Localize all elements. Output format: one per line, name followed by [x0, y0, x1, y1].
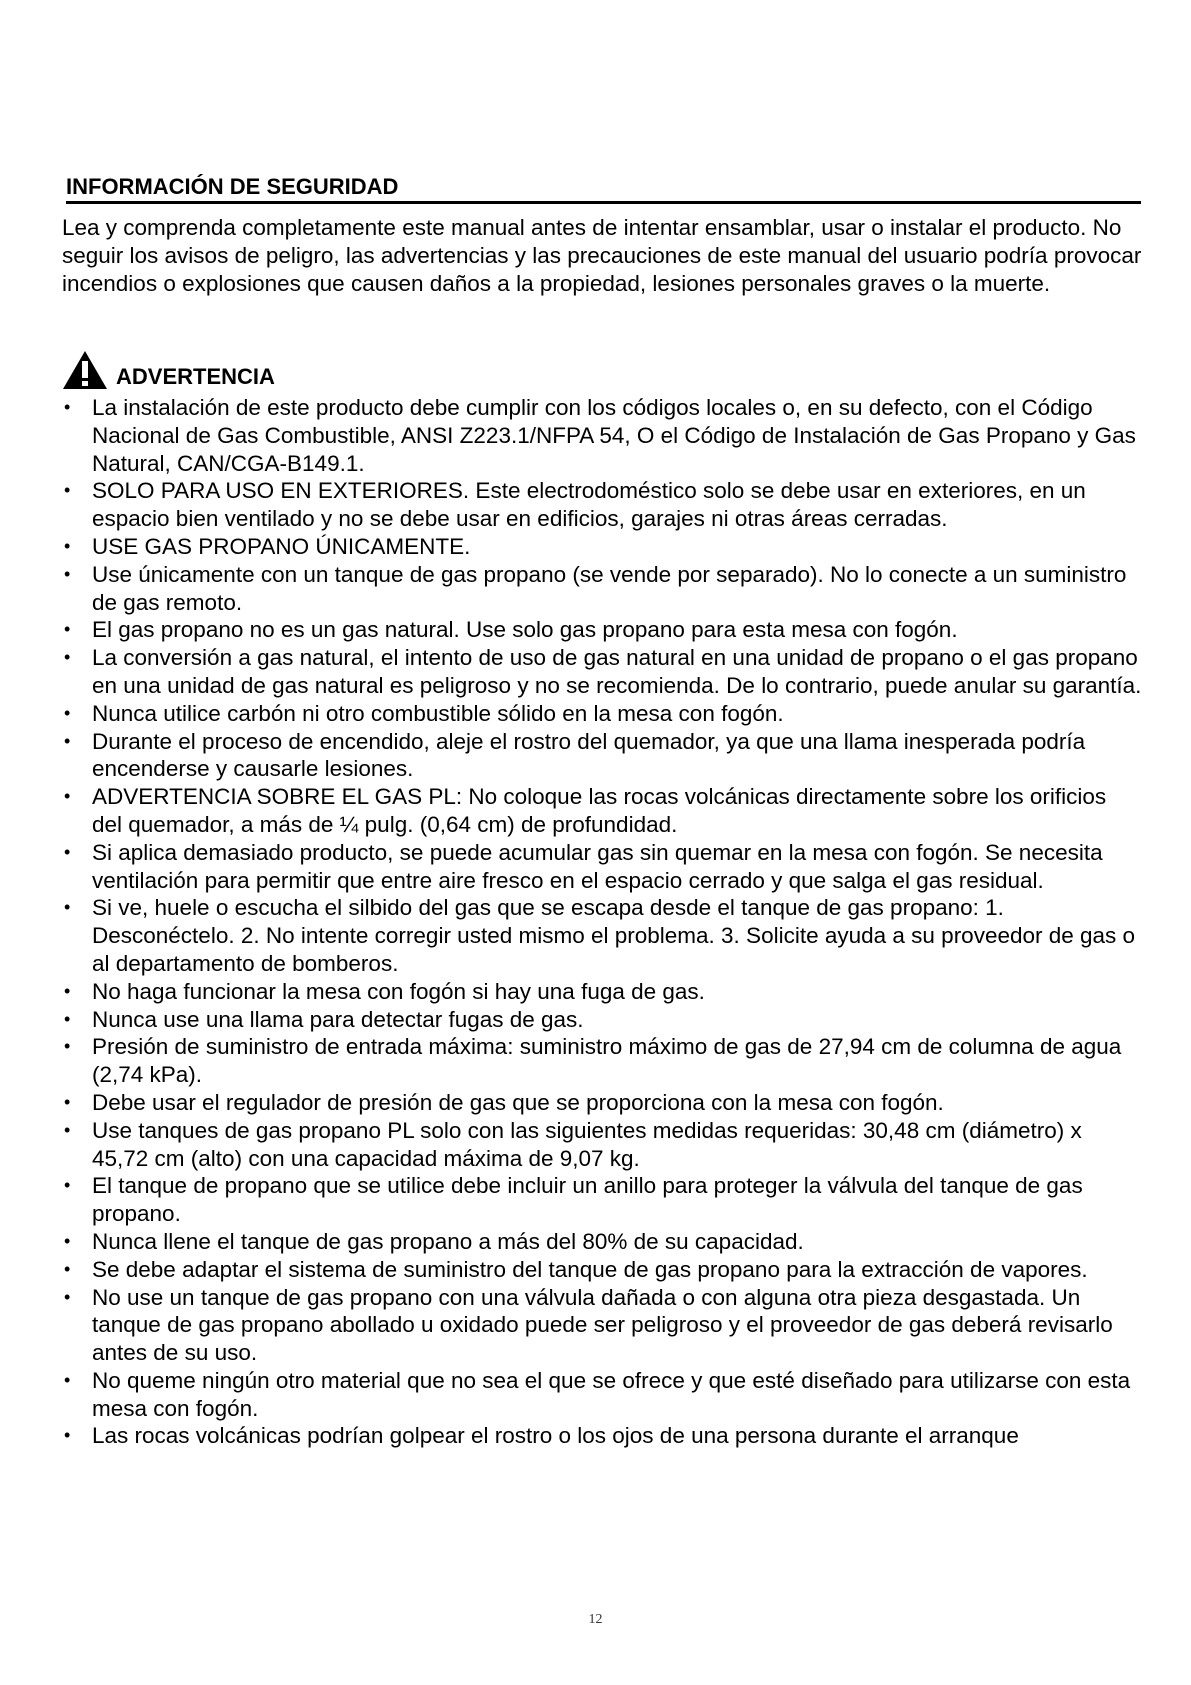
- warning-item: • Las rocas volcánicas podrían golpear el rostro o los ojos de una persona durante el arranque: [62, 1422, 1142, 1450]
- section-title: INFORMACIÓN DE SEGURIDAD: [66, 174, 1141, 204]
- warning-item: • Durante el proceso de encendido, aleje el rostro del quemador, ya que una llama inesperada podría encenderse y causarle lesiones.: [62, 728, 1142, 784]
- warning-item: • El gas propano no es un gas natural. Use solo gas propano para esta mesa con fogón.: [62, 616, 1142, 644]
- warning-item: • SOLO PARA USO EN EXTERIORES. Este electrodoméstico solo se debe usar en exteriores, en un espacio bien ventilado y no se debe usar en edificios, garajes ni otras áreas cerradas.: [62, 477, 1142, 533]
- warning-list: [62, 394, 1142, 1450]
- warning-item: • No use un tanque de gas propano con una válvula dañada o con alguna otra pieza desgastada. Un tanque de gas propano abollado u oxidado puede ser peligroso y el proveedor de gas deberá revisarlo antes de su uso.: [62, 1284, 1142, 1367]
- warning-item: • ADVERTENCIA SOBRE EL GAS PL: No coloque las rocas volcánicas directamente sobre los orificios del quemador, a más de ¼ pulg. (0,64 cm) de profundidad.: [62, 783, 1142, 839]
- warning-item: • Use tanques de gas propano PL solo con las siguientes medidas requeridas: 30,48 cm (diámetro) x 45,72 cm (alto) con una capacidad máxima de 9,07 kg.: [62, 1117, 1142, 1173]
- warning-item: • USE GAS PROPANO ÚNICAMENTE.: [62, 533, 1142, 561]
- warning-item: • Presión de suministro de entrada máxima: suministro máximo de gas de 27,94 cm de columna de agua (2,74 kPa).: [62, 1033, 1142, 1089]
- warning-header: [62, 350, 275, 390]
- warning-item: • Nunca utilice carbón ni otro combustible sólido en la mesa con fogón.: [62, 700, 1142, 728]
- warning-item: • Use únicamente con un tanque de gas propano (se vende por separado). No lo conecte a un suministro de gas remoto.: [62, 561, 1142, 617]
- warning-item: • El tanque de propano que se utilice debe incluir un anillo para proteger la válvula del tanque de gas propano.: [62, 1172, 1142, 1228]
- warning-triangle-icon: [62, 350, 108, 390]
- warning-item: • Si ve, huele o escucha el silbido del gas que se escapa desde el tanque de gas propano: 1. Desconéctelo. 2. No intente corregir usted mismo el problema. 3. Solicite ayuda a su proveedor de gas o al departamento de bomberos.: [62, 894, 1142, 977]
- warning-item: • Nunca llene el tanque de gas propano a más del 80% de su capacidad.: [62, 1228, 1142, 1256]
- warning-label: ADVERTENCIA: [116, 364, 275, 389]
- intro-paragraph: Lea y comprenda completamente este manual antes de intentar ensamblar, usar o instalar el producto. No seguir los avisos de peligro, las advertencias y las precauciones de este manual del usuario podría provocar incendios o explosiones que causen daños a la propiedad, lesiones personales graves o la muerte.: [62, 215, 1142, 297]
- warning-item: • La instalación de este producto debe cumplir con los códigos locales o, en su defecto, con el Código Nacional de Gas Combustible, ANSI Z223.1/NFPA 54, O el Código de Instalación de Gas Propano y Gas Natural, CAN/CGA-B149.1.: [62, 394, 1142, 477]
- page-number: 12: [588, 1612, 603, 1627]
- warning-item: • No haga funcionar la mesa con fogón si hay una fuga de gas.: [62, 978, 1142, 1006]
- warning-item: • Si aplica demasiado producto, se puede acumular gas sin quemar en la mesa con fogón. Se necesita ventilación para permitir que entre aire fresco en el espacio cerrado y que salga el gas residual.: [62, 839, 1142, 895]
- warning-item: • Se debe adaptar el sistema de suministro del tanque de gas propano para la extracción de vapores.: [62, 1256, 1142, 1284]
- warning-item: • No queme ningún otro material que no sea el que se ofrece y que esté diseñado para utilizarse con esta mesa con fogón.: [62, 1367, 1142, 1423]
- warning-item: • Debe usar el regulador de presión de gas que se proporciona con la mesa con fogón.: [62, 1089, 1142, 1117]
- warning-item: • Nunca use una llama para detectar fugas de gas.: [62, 1006, 1142, 1034]
- warning-item: • La conversión a gas natural, el intento de uso de gas natural en una unidad de propano o el gas propano en una unidad de gas natural es peligroso y no se recomienda. De lo contrario, puede anular su garantía.: [62, 644, 1142, 700]
